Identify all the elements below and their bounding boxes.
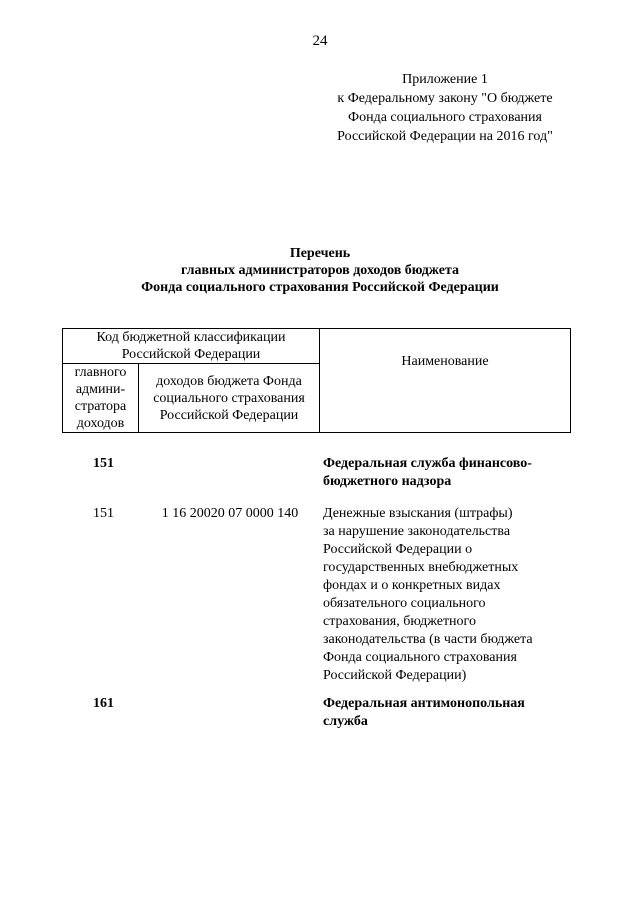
name-line: Фонда социального страхования [323, 650, 517, 665]
name-line: Федеральная служба финансово- [323, 456, 532, 471]
name-line: государственных внебюджетных [323, 560, 519, 575]
administrator-name [323, 455, 563, 491]
administrator-name [323, 695, 563, 731]
name-line: страхования, бюджетного [323, 614, 476, 629]
name-line: Российской Федерации о [323, 542, 473, 557]
admin-code: 151 [93, 506, 114, 521]
name-line: Российской Федерации) [323, 668, 467, 683]
name-line: бюджетного надзора [323, 474, 452, 489]
appendix-line: Приложение 1 [402, 72, 488, 87]
header-income-cell [139, 364, 320, 433]
appendix-note [310, 70, 580, 146]
header-admin-line: главного [74, 365, 127, 380]
header-admin-cell [63, 364, 139, 433]
admin-code: 151 [93, 456, 114, 471]
table-header [62, 328, 571, 433]
header-income-line: доходов бюджета Фонда [156, 373, 302, 389]
title-line: Фонда социального страхования Российской Федерации [141, 280, 499, 295]
header-admin-line: админи- [75, 382, 126, 397]
header-income-line: социального страхования [153, 390, 305, 406]
header-group-line: Код бюджетной классификации [96, 330, 286, 345]
appendix-line: к Федеральному закону "О бюджете [337, 91, 553, 106]
header-income-line: Российской Федерации [159, 407, 299, 423]
admin-code: 161 [93, 696, 114, 711]
name-line: служба [323, 714, 368, 729]
header-name-label: Наименование [401, 353, 489, 369]
header-group-cell [63, 329, 320, 364]
title-line: главных администраторов доходов бюджета [180, 263, 460, 278]
document-title [0, 245, 640, 296]
header-admin-line: стратора [74, 399, 127, 414]
name-line: за нарушение законодательства [323, 524, 511, 539]
header-admin-line: доходов [76, 416, 125, 431]
appendix-line: Фонда социального страхования [348, 110, 542, 125]
name-line: Федеральная антимонопольная [323, 696, 525, 711]
name-line: обязательного социального [323, 596, 486, 611]
header-name-cell [320, 329, 571, 433]
name-line: Денежные взыскания (штрафы) [323, 506, 513, 521]
income-description [323, 505, 563, 685]
name-line: законодательства (в части бюджета [323, 632, 533, 647]
page-number: 24 [312, 33, 328, 49]
income-code: 1 16 20020 07 0000 140 [161, 506, 299, 521]
title-line: Перечень [289, 246, 351, 261]
header-group-line: Российской Федерации [121, 347, 261, 362]
appendix-line: Российской Федерации на 2016 год" [337, 129, 553, 144]
name-line: фондах и о конкретных видах [323, 578, 501, 593]
